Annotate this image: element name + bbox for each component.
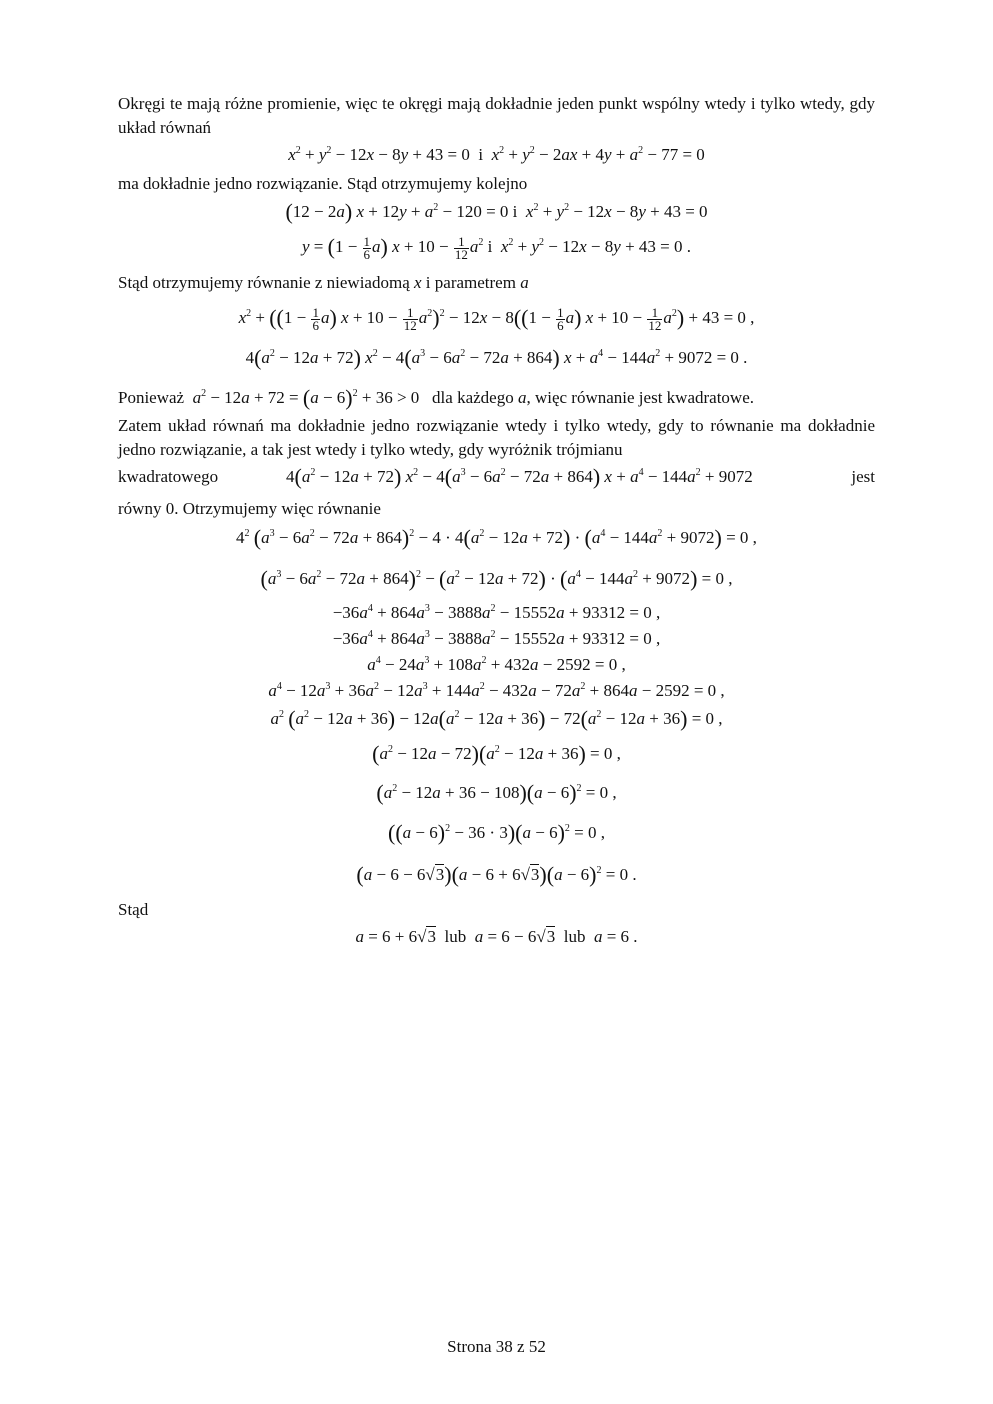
lub-text-2: lub bbox=[563, 927, 586, 946]
since-label: Ponieważ bbox=[118, 388, 185, 407]
calc-line-3: $-36a^4 + 864a^3 - 3888a^2 - 15552a + 93312 = 0$ , bbox=[332, 603, 661, 622]
therefore-paragraph: Zatem układ równań ma dokładnie jedno rozwiązanie wtedy i tylko wtedy, gdy to równanie ma dokładnie jedno rozwiązanie, a tak jest wtedy i tylko wtedy, gdy wyróżnik trójmianu bbox=[118, 416, 875, 459]
calc-line-4: $-36a^4 + 864a^3 - 3888a^2 - 15552a + 93312 = 0$ , bbox=[332, 629, 661, 648]
calc-line-11: $(a - 6 - 6√3)(a - 6 + 6√3)(a - 6)^2 = 0$ . bbox=[356, 862, 637, 887]
system-equation-2: (12 − 2a) $x + 12y + a^2 - 120 = 0$ i $x^2 + y^2 - 12x - 8y + 43 = 0$ bbox=[285, 199, 708, 224]
rowny-text: równy 0. Otrzymujemy więc równanie bbox=[118, 499, 381, 518]
jest-text: jest bbox=[851, 467, 875, 486]
calc-line-9: $(a^2 - 12a + 36 - 108)(a - 6)^2 = 0$ , bbox=[376, 780, 617, 805]
solutions-line: a = 6 + 6√3 lub a = 6 − 6√3 lub a = 6 . bbox=[355, 927, 638, 946]
intro-paragraph: Okręgi te mają różne promienie, więc te okręgi mają dokładnie jeden punkt wspólny wtedy i tylko wtedy, gdy układ równań bbox=[118, 94, 875, 137]
kwadratowego-text: kwadratowego bbox=[118, 467, 219, 486]
system-equation-1: $x^2 + y^2 - 12x - 8y + 43 = 0$ i $x^2 + y^2 - 2ax + 4y + a^2 - 77 = 0$ bbox=[288, 145, 705, 164]
system-equation-3: y = (1 − $\frac{1}{6}$ a) x + 10 − $\frac{1}{12}$ $a^2$ i $x^2 + y^2 - 12x - 8y + 43 = 0$ . bbox=[301, 233, 691, 262]
calc-line-10: $((a - 6)^2 - 36 \cdot 3)(a - 6)^2 = 0$ , bbox=[388, 820, 605, 845]
page-number: Strona 38 z 52 bbox=[447, 1337, 546, 1356]
substituted-equation: $x^2 + ((1$ − $\frac{1}{6}$ a) x + 10 − $\frac{1}{12}$ $a^2)^2 - 12x - 8((1$ − $\frac{1}{6}$ a) x + 10 − $\frac{1}{12}$ $a^2) + 43 = 0$ , bbox=[238, 304, 755, 333]
one-solution-text: ma dokładnie jedno rozwiązanie. Stąd otrzymujemy kolejno bbox=[118, 174, 528, 193]
calc-line-7: $a^2$ $(a^2 - 12a + 36) - 12a(a^2 - 12a + 36) - 72(a^2 - 12a + 36) = 0$ , bbox=[270, 706, 723, 731]
calc-line-2: $(a^3 - 6a^2 - 72a + 864)^2 - (a^2 - 12a + 72) \cdot (a^4 - 144a^2 + 9072) = 0$ , bbox=[260, 566, 733, 591]
calc-line-8: $(a^2 - 12a - 72)(a^2 - 12a + 36) = 0$ , bbox=[372, 741, 621, 766]
equation-x-text: Stąd otrzymujemy równanie z niewiadomą x i parametrem a bbox=[118, 273, 529, 292]
calc-line-6: $a^4 - 12a^3 + 36a^2 - 12a^3 + 144a^2 - 432a - 72a^2 + 864a - 2592 = 0$ , bbox=[268, 681, 725, 700]
since-line: Ponieważ $a^2 - 12a + 72 = (a - 6)^2 + 36 > 0$ dla każdego a, więc równanie jest kwadratowe. bbox=[118, 385, 754, 410]
calc-line-1: $4^2$ $(a^3 - 6a^2 - 72a + 864)^2 - 4 \cdot 4(a^2 - 12a + 72) \cdot (a^4 - 144a^2 + 9072) = 0$ , bbox=[236, 525, 757, 550]
calc-line-5: $a^4 - 24a^3 + 108a^2 + 432a - 2592 = 0$ , bbox=[367, 655, 626, 674]
quadratic-equation: $4(a^2 - 12a + 72) x^2 - 4(a^3 - 6a^2 - 72a + 864) x + a^4 - 144a^2 + 9072 = 0$ . bbox=[245, 345, 748, 370]
stad-text: Stąd bbox=[118, 900, 149, 919]
lub-text-1: lub bbox=[444, 927, 467, 946]
discriminant-line: kwadratowego $4(a^2 - 12a + 72) x^2 - 4(a^3 - 6a^2 - 72a + 864) x + a^4 - 144a^2 + 9072$ jest bbox=[118, 464, 875, 489]
